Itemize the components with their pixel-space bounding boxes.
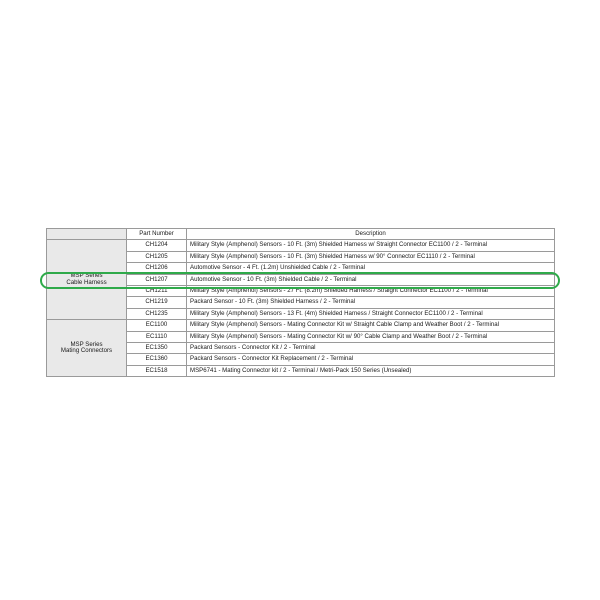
part-number-cell: CH1206 bbox=[127, 263, 187, 274]
description-cell: Packard Sensors - Connector Kit Replacement / 2 - Terminal bbox=[187, 354, 555, 365]
table-header bbox=[47, 229, 555, 240]
group-label-line2: Mating Connectors bbox=[60, 347, 113, 355]
part-number-cell: CH1204 bbox=[127, 240, 187, 251]
description-cell: Military Style (Amphenol) Sensors - 27 Ft. (8.2m) Shielded Harness / Straight Connector EC1100 / 2 - Terminal bbox=[187, 285, 555, 296]
part-number-cell: EC1360 bbox=[127, 354, 187, 365]
description-cell: Packard Sensor - 10 Ft. (3m) Shielded Harness / 2 - Terminal bbox=[187, 297, 555, 308]
description-cell: Automotive Sensor - 10 Ft. (3m) Shielded Cable / 2 - Terminal bbox=[187, 274, 555, 285]
group-cell-cable-harness bbox=[47, 240, 127, 320]
header-part-number: Part Number bbox=[127, 229, 187, 240]
part-number-cell: EC1350 bbox=[127, 342, 187, 353]
table-row bbox=[47, 320, 555, 331]
group-label-line1: MSP Series bbox=[70, 340, 103, 348]
parts-table bbox=[46, 228, 555, 377]
description-cell: Military Style (Amphenol) Sensors - 10 Ft. (3m) Shielded Harness w/ 90° Connector EC1110 / 2 - Terminal bbox=[187, 251, 555, 262]
part-number-cell: CH1219 bbox=[127, 297, 187, 308]
description-cell: Military Style (Amphenol) Sensors - Mating Connector Kit w/ Straight Cable Clamp and Weather Boot / 2 - Terminal bbox=[187, 320, 555, 331]
parts-table-container bbox=[46, 228, 554, 377]
description-cell: Military Style (Amphenol) Sensors - 10 Ft. (3m) Shielded Harness w/ Straight Connector EC1100 / 2 - Terminal bbox=[187, 240, 555, 251]
part-number-cell: CH1205 bbox=[127, 251, 187, 262]
header-description: Description bbox=[187, 229, 555, 240]
description-cell: Military Style (Amphenol) Sensors - 13 Ft. (4m) Shielded Harness / Straight Connector EC1100 / 2 - Terminal bbox=[187, 308, 555, 319]
header-group-blank bbox=[47, 229, 127, 240]
part-number-cell: CH1211 bbox=[127, 285, 187, 296]
part-number-cell: CH1207 bbox=[127, 274, 187, 285]
group-label-line2: Cable Harness bbox=[66, 278, 107, 286]
part-number-cell: EC1110 bbox=[127, 331, 187, 342]
part-number-cell: EC1518 bbox=[127, 365, 187, 376]
part-number-cell: CH1235 bbox=[127, 308, 187, 319]
part-number-cell: EC1100 bbox=[127, 320, 187, 331]
description-cell: MSP6741 - Mating Connector kit / 2 - Terminal / Metri-Pack 150 Series (Unsealed) bbox=[187, 365, 555, 376]
description-cell: Packard Sensors - Connector Kit / 2 - Terminal bbox=[187, 342, 555, 353]
group-label-line1: MSP Series bbox=[70, 272, 103, 280]
description-cell: Military Style (Amphenol) Sensors - Mating Connector Kit w/ 90° Cable Clamp and Weather Boot / 2 - Terminal bbox=[187, 331, 555, 342]
table-body bbox=[47, 240, 555, 377]
group-cell-mating-connectors bbox=[47, 320, 127, 377]
description-cell: Automotive Sensor - 4 Ft. (1.2m) Unshielded Cable / 2 - Terminal bbox=[187, 263, 555, 274]
table-row bbox=[47, 240, 555, 251]
table-header-row bbox=[47, 229, 555, 240]
